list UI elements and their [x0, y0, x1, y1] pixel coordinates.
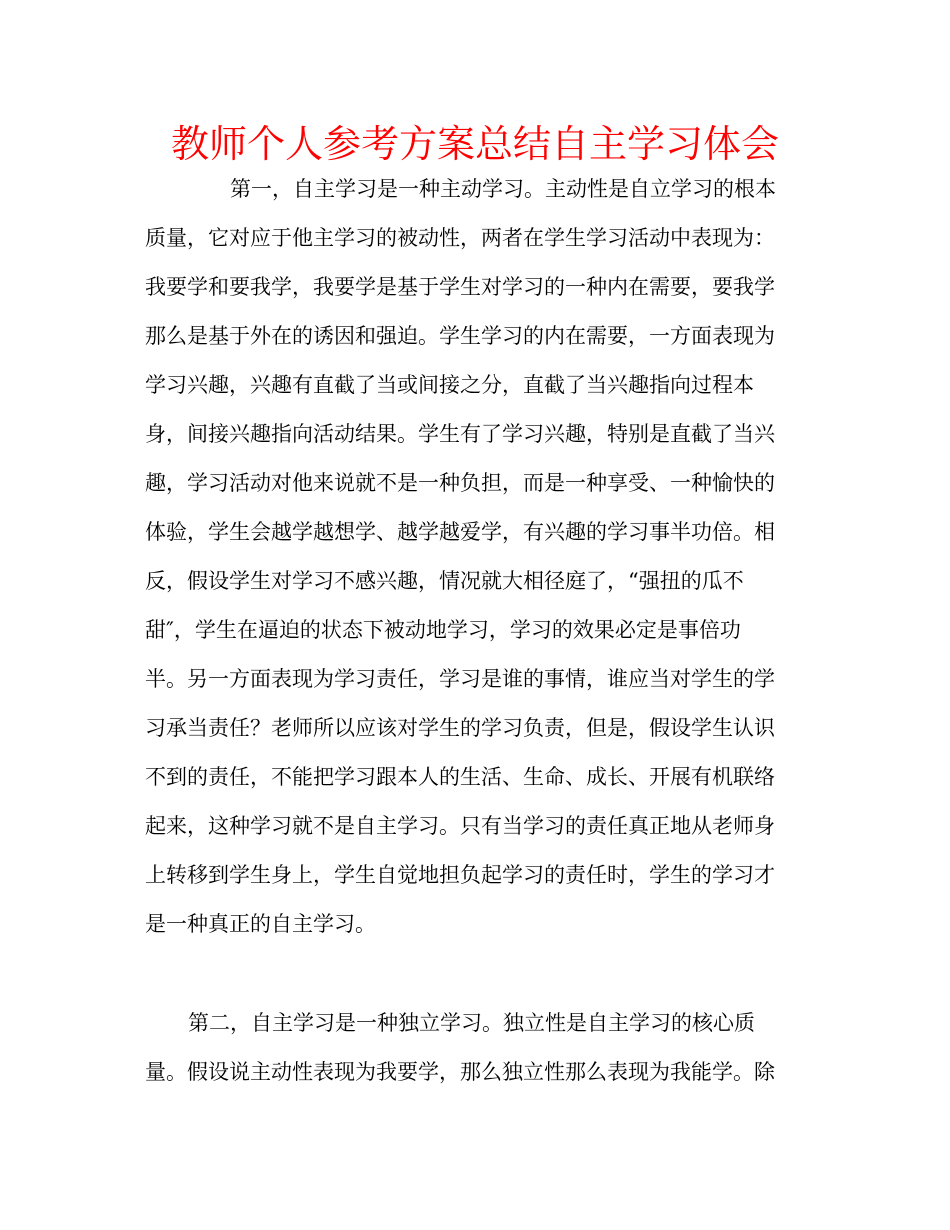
paragraph-line: 半。另一方面表现为学习责任，学习是谁的事情，谁应当对学生的学 — [145, 667, 775, 691]
paragraph-line: 上转移到学生身上，学生自觉地担负起学习的责任时，学生的学习才 — [145, 863, 775, 887]
paragraph-line: 习承当责任？老师所以应该对学生的学习负责，但是，假设学生认识 — [145, 716, 775, 740]
document-title: 教师个人参考方案总结自主学习体会 — [170, 122, 779, 166]
paragraph-line: 学习兴趣，兴趣有直截了当或间接之分，直截了当兴趣指向过程本 — [145, 373, 754, 397]
paragraph-line: 体验，学生会越学越想学、越学越爱学，有兴趣的学习事半功倍。相 — [145, 520, 775, 544]
paragraph-line: 质量，它对应于他主学习的被动性，两者在学生学习活动中表现为： — [145, 226, 775, 250]
paragraph-line: 身，间接兴趣指向活动结果。学生有了学习兴趣，特别是直截了当兴 — [145, 422, 775, 446]
paragraph-line: 那么是基于外在的诱因和强迫。学生学习的内在需要，一方面表现为 — [145, 324, 775, 348]
paragraph-line: 趣，学习活动对他来说就不是一种负担，而是一种享受、一种愉快的 — [145, 471, 775, 495]
paragraph-line: 不到的责任，不能把学习跟本人的生活、生命、成长、开展有机联络 — [145, 765, 775, 789]
paragraph-line: 我要学和要我学，我要学是基于学生对学习的一种内在需要，要我学 — [145, 275, 775, 299]
paragraph-line: 第二，自主学习是一种独立学习。独立性是自主学习的核心质 — [188, 1011, 755, 1035]
paragraph-line: 反，假设学生对学习不感兴趣，情况就大相径庭了，“强扭的瓜不 — [145, 569, 744, 593]
paragraph-line: 甜″，学生在逼迫的状态下被动地学习，学习的效果必定是事倍功 — [145, 618, 741, 642]
paragraph-line: 量。假设说主动性表现为我要学，那么独立性那么表现为我能学。除 — [145, 1060, 775, 1084]
paragraph-line: 是一种真正的自主学习。 — [145, 912, 376, 936]
paragraph-line: 起来，这种学习就不是自主学习。只有当学习的责任真正地从老师身 — [145, 814, 775, 838]
paragraph-line: 第一，自主学习是一种主动学习。主动性是自立学习的根本 — [230, 177, 776, 201]
